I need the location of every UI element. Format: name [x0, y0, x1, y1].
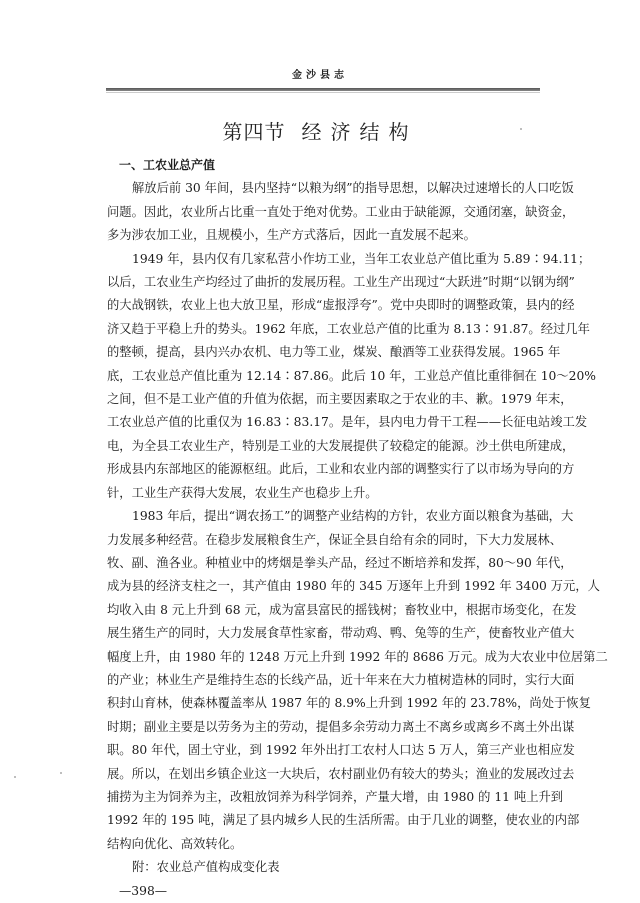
appendix-note: 附：农业总产值构成变化表 [132, 860, 280, 875]
text-line: 展生猪生产的同时，大力发展食草性家畜，带动鸡、鸭、兔等的生产，使畜牧业产值大 [107, 626, 575, 641]
page-content [107, 154, 608, 903]
scan-speck [14, 776, 16, 778]
text-line: 济又趋于平稳上升的势头。1962 年底，工农业总产值的比重为 8.13∶91.87。经过几年 [107, 321, 590, 336]
text-line: 力发展多种经营。在稳步发展粮食生产，保证全县自给有余的同时，下大力发展林、 [107, 532, 562, 547]
text-line: 底，工农业总产值比重为 12.14∶87.86。此后 10 年，工业总产值比重徘徊在 10～20% [107, 368, 596, 383]
paragraph [107, 177, 575, 247]
text-line: 均收入由 8 元上升到 68 元，成为富县富民的摇钱树；畜牧业中，根据市场变化，在发 [107, 602, 577, 617]
text-line: 的产业；林业生产是维持生态的长线产品，近十年来在大力植树造林的同时，实行大面 [107, 672, 575, 687]
section-heading: 一、工农业总产值 [119, 158, 216, 172]
text-line: 积封山育林，使森林覆盖率从 1987 年的 8.9%上升到 1992 年的 23.78%，尚处于恢复 [107, 696, 591, 711]
text-line: 之间，但不是工业产值的升值为依据，而主要因素取之于农业的丰、歉。1979 年末， [107, 392, 573, 407]
text-line: 展。所以，在划出乡镇企业这一大块后，农村副业仍有较大的势头；渔业的发展改过去 [107, 766, 575, 781]
text-line: 针，工业生产获得大发展，农业生产也稳步上升。 [107, 485, 378, 500]
text-line: 工农业总产值的比重仅为 16.83∶83.17。是年，县内电力骨干工程——长征电站竣工发 [107, 415, 588, 430]
text-line: 1992 年的 195 吨，满足了县内城乡人民的生活所需。由于几业的调整，使农业的内部 [107, 813, 580, 828]
text-line: 以后，工农业生产均经过了曲折的发展历程。工业生产出现过“大跃进”时期“以钢为纲” [107, 275, 575, 290]
header-rule [106, 88, 540, 91]
running-head: 金沙县志 [292, 70, 348, 81]
header-rule-thin [106, 92, 540, 93]
text-line: 电，为全县工农业生产，特别是工业的大发展提供了较稳定的能源。沙土供电所建成， [107, 438, 575, 453]
text-line: 问题。因此，农业所占比重一直处于绝对优势。工业由于缺能源，交通闭塞，缺资金， [107, 204, 575, 219]
text-line: 捕捞为主为饲养为主，改粗放饲养为科学饲养，产量大增，由 1980 的 11 吨上升到 [107, 789, 564, 804]
text-line: 解放后前 30 年间，县内坚持“以粮为纲”的指导思想，以解决过速增长的人口吃饭 [132, 181, 574, 196]
text-line: 多为涉农加工业，且规模小，生产方式落后，因此一直发展不起来。 [107, 228, 476, 243]
paragraph [107, 248, 596, 505]
text-line: 牧、副、渔各业。种植业中的烤烟是拳头产品，经过不断培养和发挥，80～90 年代， [107, 555, 573, 570]
text-line: 1949 年，县内仅有几家私营小作坊工业，当年工农业总产值比重为 5.89∶94.11； [132, 251, 591, 266]
text-line: 的整顿，提高，县内兴办农机、电力等工业，煤炭、酿酒等工业获得发展。1965 年 [107, 345, 561, 360]
chapter-section-name: 经济结构 [301, 120, 418, 144]
text-line: 职。80 年代，固土守业，到 1992 年外出打工农村人口达 5 万人，第三产业也相应发 [107, 743, 575, 758]
page-number: —398— [119, 883, 168, 898]
scan-speck [60, 772, 62, 774]
text-line: 1983 年后，提出“调农扬工”的调整产业结构的方针，农业方面以粮食为基础，大 [132, 509, 574, 524]
body-text [107, 177, 608, 856]
text-line: 幅度上升，由 1980 年的 1248 万元上升到 1992 年的 8686 万元。成为大农业中位居第二 [107, 649, 608, 664]
paragraph [107, 505, 608, 856]
chapter-title [0, 116, 640, 145]
text-line: 成为县的经济支柱之一，其产值由 1980 年的 345 万逐年上升到 1992 年 3400 万元，人 [107, 579, 600, 594]
text-line: 的大战钢铁，农业上也大放卫星，形成“虚报浮夸”。党中央即时的调整政策，县内的经 [107, 298, 575, 313]
text-line: 时期；副业主要是以劳务为主的劳动，提倡多余劳动力离土不离乡或离乡不离土外出谋 [107, 719, 575, 734]
chapter-section-number: 第四节 [222, 120, 286, 144]
text-line: 结构向优化、高效转化。 [107, 836, 243, 851]
scan-speck [520, 128, 522, 130]
text-line: 形成县内东部地区的能源枢纽。此后，工业和农业内部的调整实行了以市场为导向的方 [107, 462, 575, 477]
